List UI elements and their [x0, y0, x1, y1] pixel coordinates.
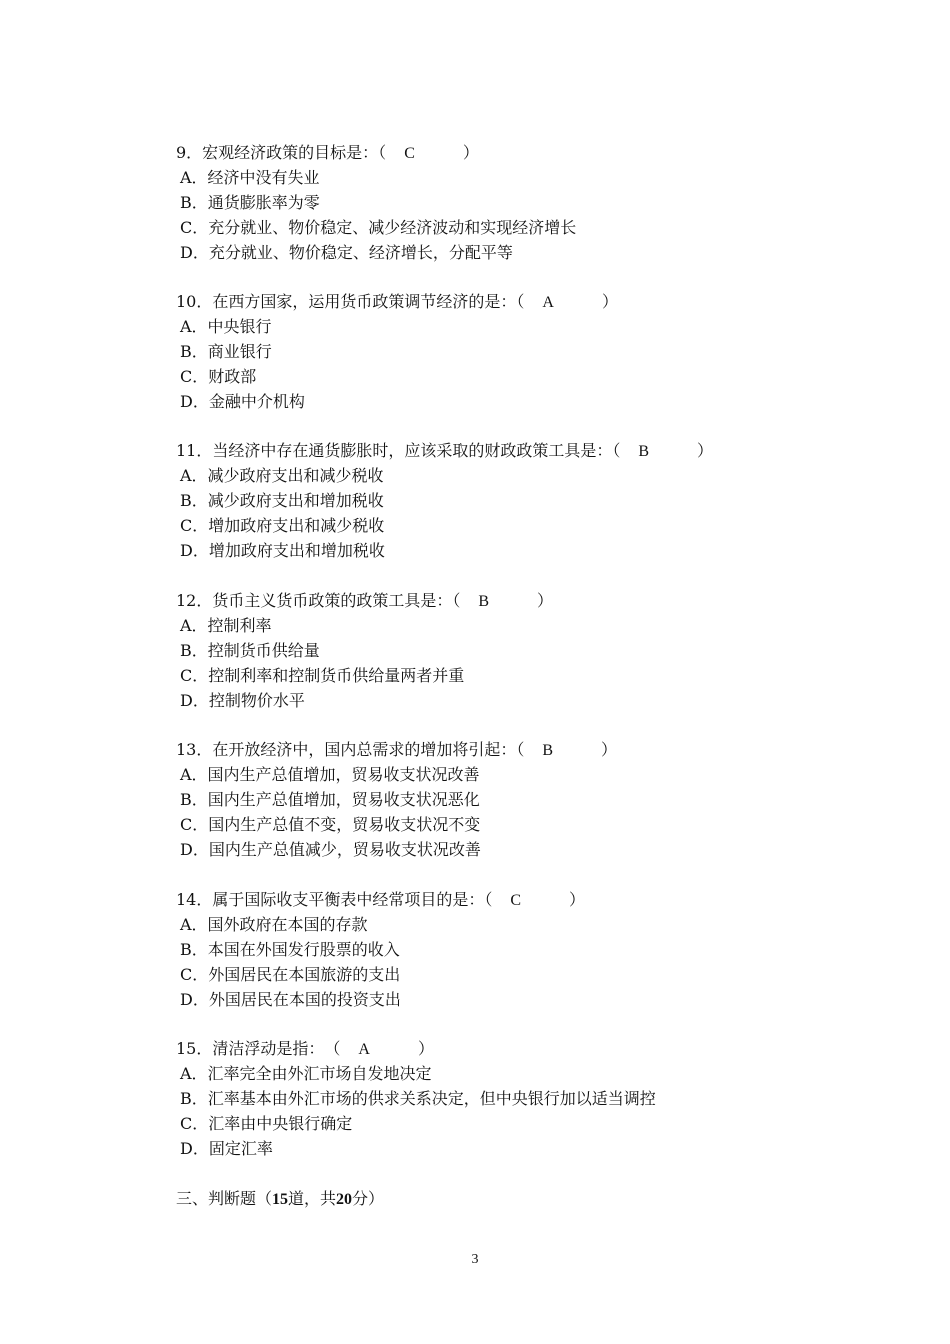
- option-a: A．国外政府在本国的存款: [180, 915, 368, 934]
- question-stem: [176, 588, 816, 613]
- stem-close: ）: [601, 740, 618, 759]
- answer-letter: B: [542, 742, 554, 759]
- section-prefix: 三、判断题（: [176, 1189, 273, 1208]
- option-c: C．外国居民在本国旅游的支出: [180, 965, 401, 984]
- option-b: B．汇率基本由外汇市场的供求关系决定，但中央银行加以适当调控: [180, 1089, 656, 1108]
- stem-close: ）: [601, 292, 618, 311]
- answer-letter: C: [510, 892, 522, 909]
- page-number: 3: [471, 1252, 479, 1267]
- option-a: A．汇率完全由外汇市场自发地决定: [180, 1064, 432, 1083]
- stem-text: 13．在开放经济中，国内总需求的增加将引起：（: [176, 740, 525, 759]
- stem-text: 14．属于国际收支平衡表中经常项目的是：（: [176, 890, 493, 909]
- option-c: C．充分就业、物价稳定、减少经济波动和实现经济增长: [180, 218, 577, 237]
- option-b: B．控制货币供给量: [180, 641, 320, 660]
- stem-close: ）: [569, 890, 586, 909]
- option-b: B．商业银行: [180, 342, 272, 361]
- question-9: [176, 140, 816, 265]
- stem-text: 9．宏观经济政策的目标是：（: [176, 143, 387, 162]
- option-d: D．固定汇率: [180, 1139, 273, 1158]
- question-stem: [176, 1036, 816, 1061]
- answer-letter: A: [542, 294, 554, 311]
- question-11: [176, 438, 816, 563]
- option-c: C．国内生产总值不变，贸易收支状况不变: [180, 815, 481, 834]
- option-a: A．经济中没有失业: [180, 168, 320, 187]
- option-a: A．中央银行: [180, 317, 272, 336]
- option-d: D．增加政府支出和增加税收: [180, 541, 385, 560]
- stem-close: ）: [417, 1039, 434, 1058]
- option-d: D．控制物价水平: [180, 691, 305, 710]
- stem-close: ）: [462, 143, 479, 162]
- option-d: D．国内生产总值减少，贸易收支状况改善: [180, 840, 481, 859]
- option-c: C．财政部: [180, 367, 257, 386]
- section-suffix: 分）: [352, 1189, 385, 1208]
- question-stem: [176, 289, 816, 314]
- option-c: C．控制利率和控制货币供给量两者并重: [180, 666, 465, 685]
- option-c: C．汇率由中央银行确定: [180, 1114, 353, 1133]
- stem-close: ）: [697, 441, 714, 460]
- stem-text: 12．货币主义货币政策的政策工具是：（: [176, 591, 461, 610]
- stem-text: 10．在西方国家，运用货币政策调节经济的是：（: [176, 292, 525, 311]
- answer-letter: A: [358, 1041, 370, 1058]
- option-d: D．外国居民在本国的投资支出: [180, 990, 401, 1009]
- option-b: B．通货膨胀率为零: [180, 193, 320, 212]
- option-b: B．本国在外国发行股票的收入: [180, 940, 400, 959]
- section-count: 15: [272, 1191, 289, 1208]
- stem-text: 15．清洁浮动是指： （: [176, 1039, 341, 1058]
- question-10: [176, 289, 816, 414]
- option-a: A．减少政府支出和减少税收: [180, 466, 384, 485]
- section-mid: 道，共: [288, 1189, 337, 1208]
- question-12: [176, 588, 816, 713]
- answer-letter: B: [478, 593, 490, 610]
- option-d: D．充分就业、物价稳定、经济增长，分配平等: [180, 243, 513, 262]
- option-b: B．减少政府支出和增加税收: [180, 491, 384, 510]
- question-stem: [176, 438, 816, 463]
- question-15: [176, 1036, 816, 1161]
- question-stem: [176, 887, 816, 912]
- question-stem: [176, 140, 816, 165]
- answer-letter: C: [404, 145, 415, 162]
- question-stem: [176, 737, 816, 762]
- option-c: C．增加政府支出和减少税收: [180, 516, 385, 535]
- question-13: [176, 737, 816, 862]
- option-a: A．国内生产总值增加，贸易收支状况改善: [180, 765, 480, 784]
- section-score: 20: [336, 1191, 353, 1208]
- answer-letter: B: [638, 443, 650, 460]
- option-a: A．控制利率: [180, 616, 272, 635]
- stem-close: ）: [537, 591, 554, 610]
- option-b: B．国内生产总值增加，贸易收支状况恶化: [180, 790, 480, 809]
- stem-text: 11．当经济中存在通货膨胀时，应该采取的财政政策工具是：（: [176, 441, 621, 460]
- section-heading: [176, 1186, 384, 1212]
- question-14: [176, 887, 816, 1012]
- option-d: D．金融中介机构: [180, 392, 305, 411]
